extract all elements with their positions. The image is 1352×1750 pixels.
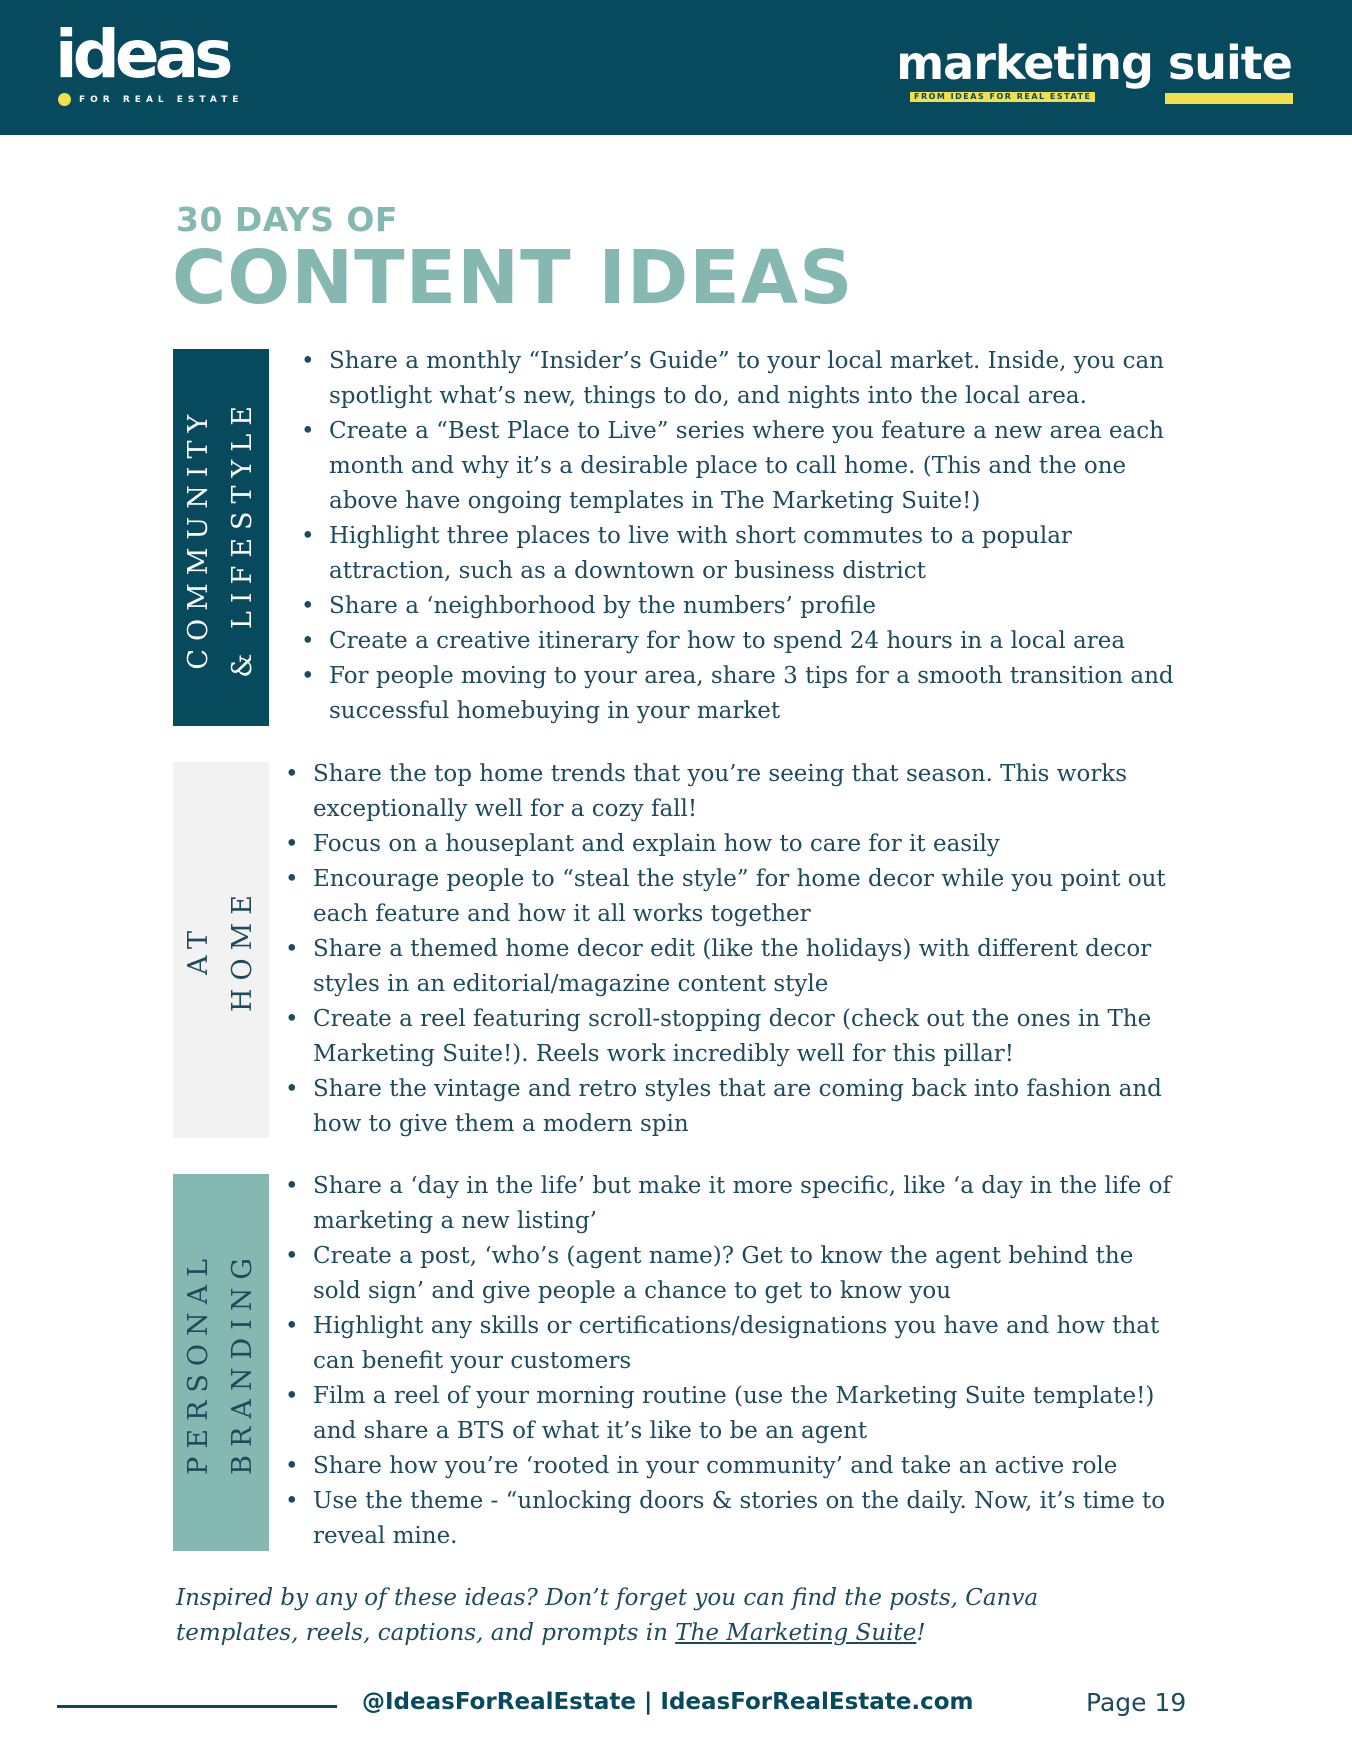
page-subtitle: 30 DAYS OF [176,200,398,239]
list-item: • Share a ‘neighborhood by the numbers’ profile [329,589,1179,624]
list-item: • Create a reel featuring scroll-stopping decor (check out the ones in The Marketing Suite!). Reels work incredibly well for this pillar! [313,1002,1173,1072]
closing-punctuation: ! [916,1620,926,1646]
footer-social-links[interactable]: @IdeasForRealEstate | IdeasForRealEstate.com [362,1689,974,1715]
list-item: • Create a creative itinerary for how to spend 24 hours in a local area [329,624,1179,659]
page-title: CONTENT IDEAS [172,235,854,321]
section-label-community-lifestyle [173,349,269,726]
list-item: • Share the vintage and retro styles that are coming back into fashion and how to give them a modern spin [313,1072,1173,1142]
closing-text: Inspired by any of these ideas? Don’t forget you can find the posts, Canva templates, reels, captions, and prompts in [176,1585,1039,1646]
list-item: • Share a ‘day in the life’ but make it more specific, like ‘a day in the life of marketing a new listing’ [313,1169,1173,1239]
section-label-line: & LIFESTYLE [227,397,258,678]
list-item: • Highlight any skills or certifications/designations you have and how that can benefit your customers [313,1309,1173,1379]
ideas-logo-subtext: FOR REAL ESTATE [79,94,244,105]
page-number: Page 19 [1086,1688,1187,1717]
section-label-at-home [173,762,269,1138]
list-item: • Create a “Best Place to Live” series where you feature a new area each month and why it’s a desirable place to call home. (This and the one above have ongoing templates in The Marketing Suite!) [329,414,1179,519]
section-label-line: PERSONAL [183,1250,214,1475]
marketing-suite-link[interactable]: The Marketing Suite [675,1620,917,1646]
list-item: • Create a post, ‘who’s (agent name)? Get to know the agent behind the sold sign’ and give people a chance to get to know you [313,1239,1173,1309]
section-label-personal-branding [173,1174,269,1551]
logo-dot-icon [58,93,71,106]
section-label-line: AT [183,923,214,977]
list-item: • Film a reel of your morning routine (use the Marketing Suite template!) and share a BTS of what it’s like to be an agent [313,1379,1173,1449]
list-item: • Share the top home trends that you’re seeing that season. This works exceptionally well for a cozy fall! [313,757,1173,827]
list-item: • Focus on a houseplant and explain how to care for it easily [313,827,1173,862]
section-label-line: COMMUNITY [183,406,214,669]
marketing-suite-underline [1165,93,1293,104]
list-item: • Share a themed home decor edit (like the holidays) with different decor styles in an editorial/magazine content style [313,932,1173,1002]
page-header [0,0,1352,135]
list-item: • Highlight three places to live with short commutes to a popular attraction, such as a downtown or business district [329,519,1179,589]
footer-divider [57,1705,337,1708]
section-label-line: BRANDING [227,1250,258,1475]
list-item: • Use the theme - “unlocking doors & stories on the daily. Now, it’s time to reveal mine. [313,1484,1173,1554]
community-lifestyle-list [329,344,1179,729]
list-item: • Encourage people to “steal the style” for home decor while you point out each feature and how it all works together [313,862,1173,932]
section-label-line: HOME [227,887,258,1013]
list-item: • Share how you’re ‘rooted in your community’ and take an active role [313,1449,1173,1484]
list-item: • For people moving to your area, share 3 tips for a smooth transition and successful homebuying in your market [329,659,1179,729]
list-item: • Share a monthly “Insider’s Guide” to your local market. Inside, you can spotlight what’s new, things to do, and nights into the local area. [329,344,1179,414]
ideas-logo-subline [58,93,243,106]
marketing-suite-logo: marketing suite [896,36,1292,90]
ideas-logo: ideas [55,16,229,93]
closing-note [176,1581,1076,1651]
personal-branding-list [313,1169,1173,1554]
at-home-list [313,757,1173,1142]
marketing-suite-subtext: FROM IDEAS FOR REAL ESTATE [910,92,1095,102]
